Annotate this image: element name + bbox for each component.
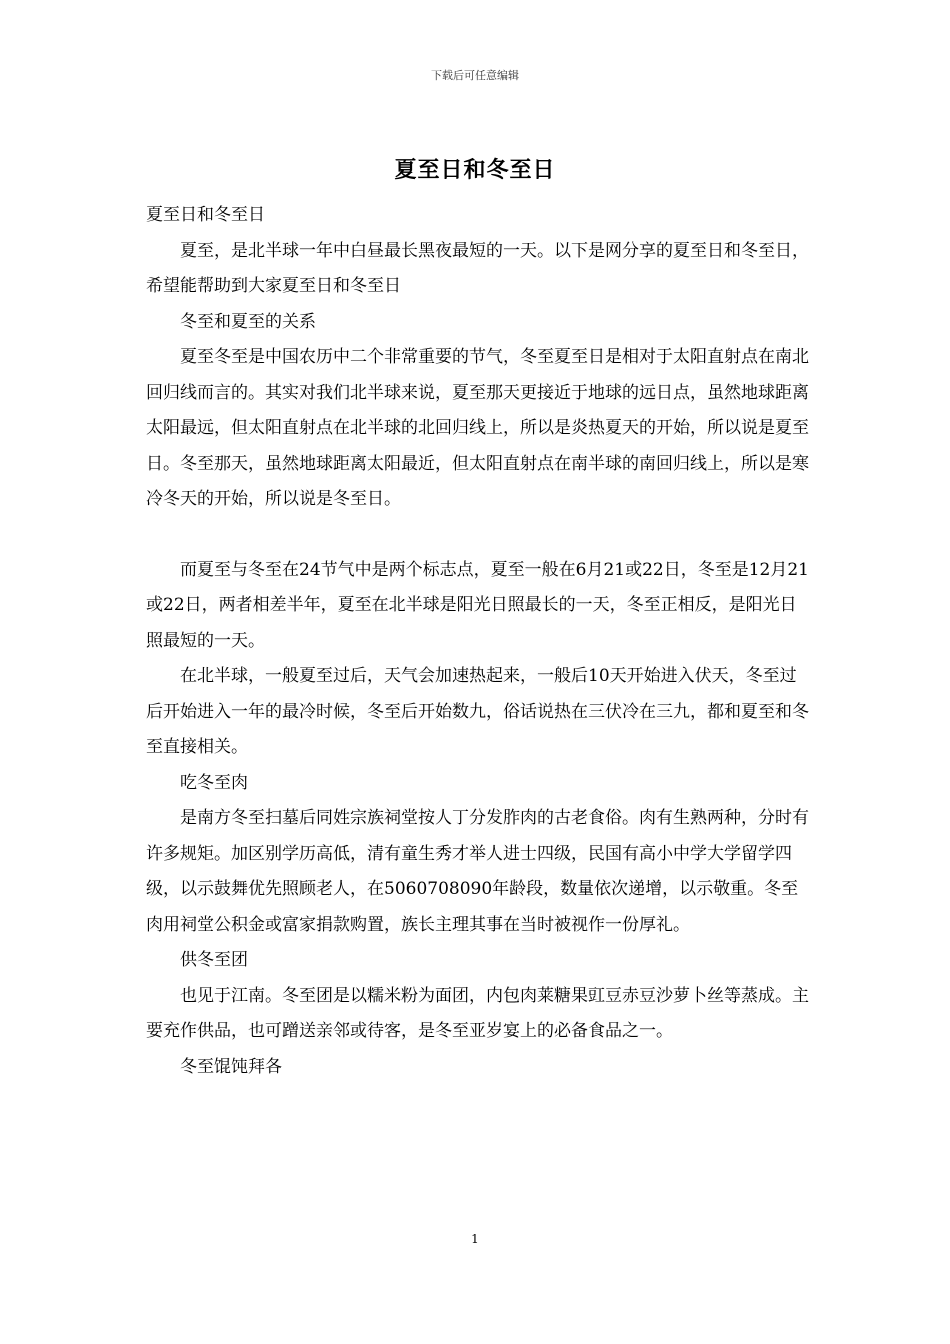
section-heading-tuan: 供冬至团 <box>180 950 248 970</box>
header-note: 下载后可任意编辑 <box>431 69 519 82</box>
section-heading-wonton: 冬至馄饨拜各 <box>180 1056 282 1077</box>
paragraph-northern-hemisphere: 在北半球，一般夏至过后，天气会加速热起来，一般后10天开始进入伏天，冬至过后开始进入一年的最冷时候，冬至后开始数九，俗话说热在三伏冷在三九，都和夏至和冬至直接相关。 <box>146 666 809 757</box>
document-body <box>146 198 810 1085</box>
paragraph-meat: 是南方冬至扫墓后同姓宗族祠堂按人丁分发胙肉的古老食俗。肉有生熟两种，分时有许多规矩。加区别学历高低，清有童生秀才举人进士四级，民国有高小中学大学留学四级，以示鼓舞优先照顾老人，在5060708090年龄段，数量依次递增，以示敬重。冬至肉用祠堂公积金或富家捐款购置，族长主理其事在当时被视作一份厚礼。 <box>146 808 809 935</box>
paragraph-solar-terms: 而夏至与冬至在24节气中是两个标志点，夏至一般在6月21或22日，冬至是12月21或22日，两者相差半年，夏至在北半球是阳光日照最长的一天，冬至正相反，是阳光日照最短的一天。 <box>146 559 809 651</box>
subtitle-line: 夏至日和冬至日 <box>146 205 265 225</box>
paragraph-relation: 夏至冬至是中国农历中二个非常重要的节气，冬至夏至日是相对于太阳直射点在南北回归线而言的。其实对我们北半球来说，夏至那天更接近于地球的远日点，虽然地球距离太阳最远，但太阳直射点在北半球的北回归线上，所以是炎热夏天的开始，所以说是夏至日。冬至那天，虽然地球距离太阳最近，但太阳直射点在南半球的南回归线上，所以是寒冷冬天的开始，所以说是冬至日。 <box>146 347 809 509</box>
document-title: 夏至日和冬至日 <box>394 157 556 183</box>
section-heading-relation: 冬至和夏至的关系 <box>180 311 316 332</box>
intro-paragraph: 夏至，是北半球一年中白昼最长黑夜最短的一天。以下是网分享的夏至日和冬至日，希望能帮助到大家夏至日和冬至日 <box>146 240 809 296</box>
section-heading-meat: 吃冬至肉 <box>180 772 248 793</box>
paragraph-gap <box>146 518 810 553</box>
page-number: 1 <box>471 1232 479 1246</box>
paragraph-tuan: 也见于江南。冬至团是以糯米粉为面团，内包肉莱糖果豇豆赤豆沙萝卜丝等蒸成。主要充作供品，也可蹭送亲邻或待客，是冬至亚岁宴上的必备食品之一。 <box>146 985 809 1041</box>
